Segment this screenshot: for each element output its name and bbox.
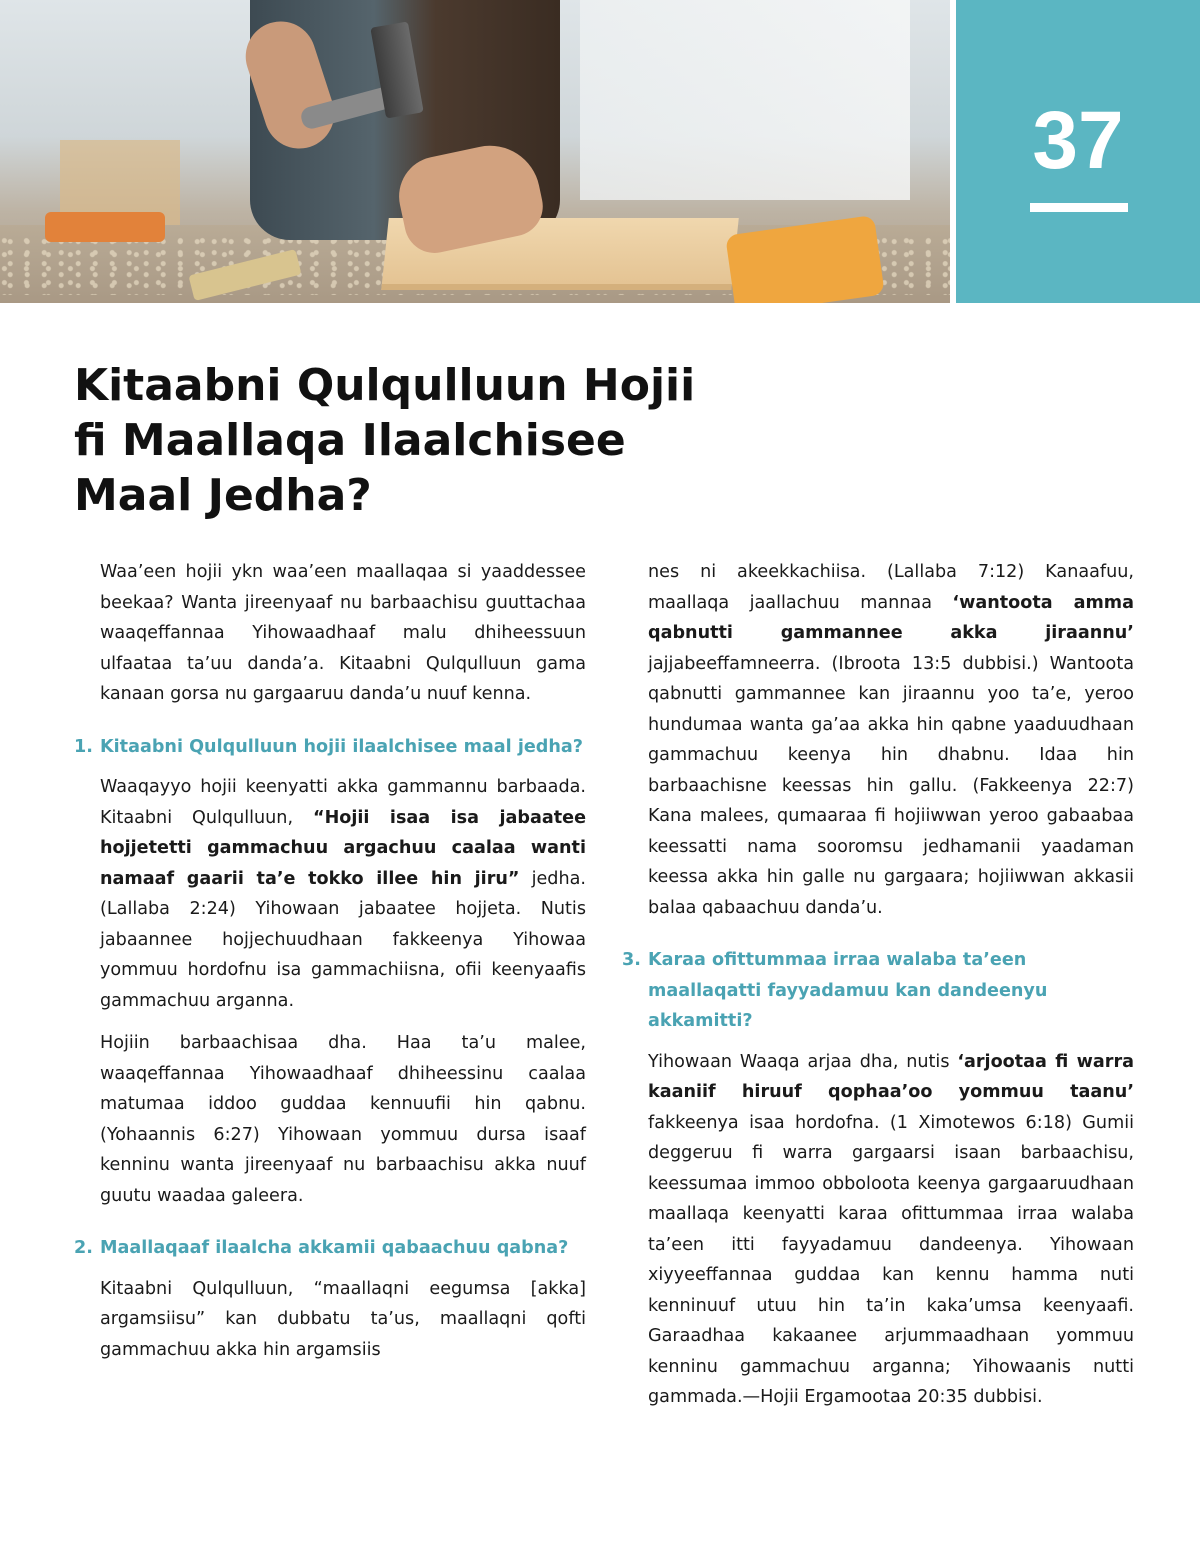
scripture-quote: “Hojii isaa isa jabaatee hojjetetti gammachuu argachuu caalaa wanti namaaf gaarii ta’e tokko illee hin jiru” <box>100 807 587 889</box>
question-1 <box>74 732 586 763</box>
page-title <box>74 358 834 523</box>
chapter-tab <box>956 0 1200 303</box>
question-2 <box>74 1233 586 1264</box>
intro-paragraph: Waa’een hojii ykn waa’een maallaqaa si yaaddessee beekaa? Wanta jireenyaaf nu barbaachisu guuttachaa waaqeffannaa Yihowaadhaaf malu dhiheessuun ulfaataa ta’uu danda’a. Kitaabni Qulqulluun gama kanaan gorsa nu gargaaruu danda’u nuuf kenna. <box>100 562 586 704</box>
question-text: Kitaabni Qulqulluun hojii ilaalchisee maal jedha? <box>100 736 583 757</box>
text-run: nes ni akeekkachiisa. (Lallaba 7:12) Kanaafuu, maallaqa jaallachuu mannaa <box>648 562 1134 613</box>
workshop-window <box>580 0 910 200</box>
answer-1-paragraph-2: Hojiin barbaachisaa dha. Haa ta’u malee, waaqeffannaa Yihowaadhaaf dhiheessinu caalaa matumaa iddoo guddaa kennuufii hin qabnu. (Yohaannis 6:27) Yihowaan yommuu dursa isaaf kenninu wanta jireenyaaf nu barbaachisu akka nuuf guutu waadaa galeera. <box>100 1033 586 1206</box>
title-line-3: Maal Jedha? <box>74 470 372 521</box>
answer-2-paragraph-1-continued <box>622 557 1134 923</box>
text-run: Yihowaan Waaqa arjaa dha, nutis <box>648 1051 958 1072</box>
orange-tool <box>45 212 165 242</box>
answer-1-paragraph-1 <box>74 772 586 1016</box>
question-number: 3. <box>622 950 641 970</box>
chapter-rule <box>1030 203 1128 212</box>
question-3 <box>622 945 1134 1037</box>
right-column <box>622 557 1134 1425</box>
text-run: fakkeenya isaa hordofna. (1 Ximotewos 6:18) Gumii deggeruu fi warra gargaarsi isaan barbaachisu, keessumaa immoo obboloota keenya gargaaruudhaan maallaqa keenyatti karaa ofittummaa irraa walaba ta’een itti fayyadamuu dandeenya. Yihowaan xiyyeeffannaa guddaa kan kennu hamma nuti kenninuuf utuu hin ta’in kaka’umsa keenyaafi. Garaadhaa kakaanee arjummaadhaan yommuu kenninu gammachuu arganna; Yihowaanis nutti gammada.—Hojii Ergamootaa 20:35 dubbisi. <box>648 1112 1134 1407</box>
text-run: jajjabeeffamneerra. (Ibroota 13:5 dubbisi.) Wantoota qabnutti gammannee kan jiraannu yoo ta’e, yeroo hundumaa wanta ga’aa akka hin qabne yaaduudhaan gammachuu keenya hin dhabnu. Idaa hin barbaachisne keessas hin gallu. (Fakkeenya 22:7) Kana malees, qumaaraa fi hojiiwwan yeroo gabaabaa keessatti nama sooromsu jedhamanii yaadaman keessa akka hin galle nu gargaara; hojiiwwan akkasii balaa qabaachuu danda’u. <box>648 653 1134 918</box>
question-text: Karaa ofittummaa irraa walaba ta’een maallaqatti fayyadamuu kan dandeenyu akkamitti? <box>648 950 1048 1031</box>
title-line-1: Kitaabni Qulqulluun Hojii <box>74 360 696 411</box>
question-number: 1. <box>74 736 93 757</box>
question-number: 2. <box>74 1238 93 1258</box>
scripture-quote: ‘wantoota amma qabnutti gammannee akka jiraannu’ <box>648 592 1134 643</box>
answer-2-paragraph-1: Kitaabni Qulqulluun, “maallaqni eegumsa [akka] argamsiisu” kan dubbatu ta’us, maallaqni qofti gammachuu akka hin argamsiis <box>100 1278 586 1360</box>
text-run: jedha. (Lallaba 2:24) Yihowaan jabaatee hojjeta. Nutis jabaannee hojjechuudhaan fakkeenya Yihowaa yommuu hordofnu isa gammachiisna, ofii keenyaafis gammachuu arganna. <box>100 868 587 1011</box>
left-column <box>74 557 586 1377</box>
header-photo <box>0 0 950 303</box>
chapter-number: 37 <box>1032 95 1124 186</box>
answer-3-paragraph-1 <box>622 1047 1134 1413</box>
scripture-quote: ‘arjootaa fi warra kaaniif hiruuf qophaa’oo yommuu taanu’ <box>648 1051 1134 1102</box>
text-run: Waaqayyo hojii keenyatti akka gammannu barbaada. Kitaabni Qulqulluun, <box>100 777 586 828</box>
question-text: Maallaqaaf ilaalcha akkamii qabaachuu qabna? <box>100 1238 569 1258</box>
title-line-2: fi Maallaqa Ilaalchisee <box>74 415 626 466</box>
